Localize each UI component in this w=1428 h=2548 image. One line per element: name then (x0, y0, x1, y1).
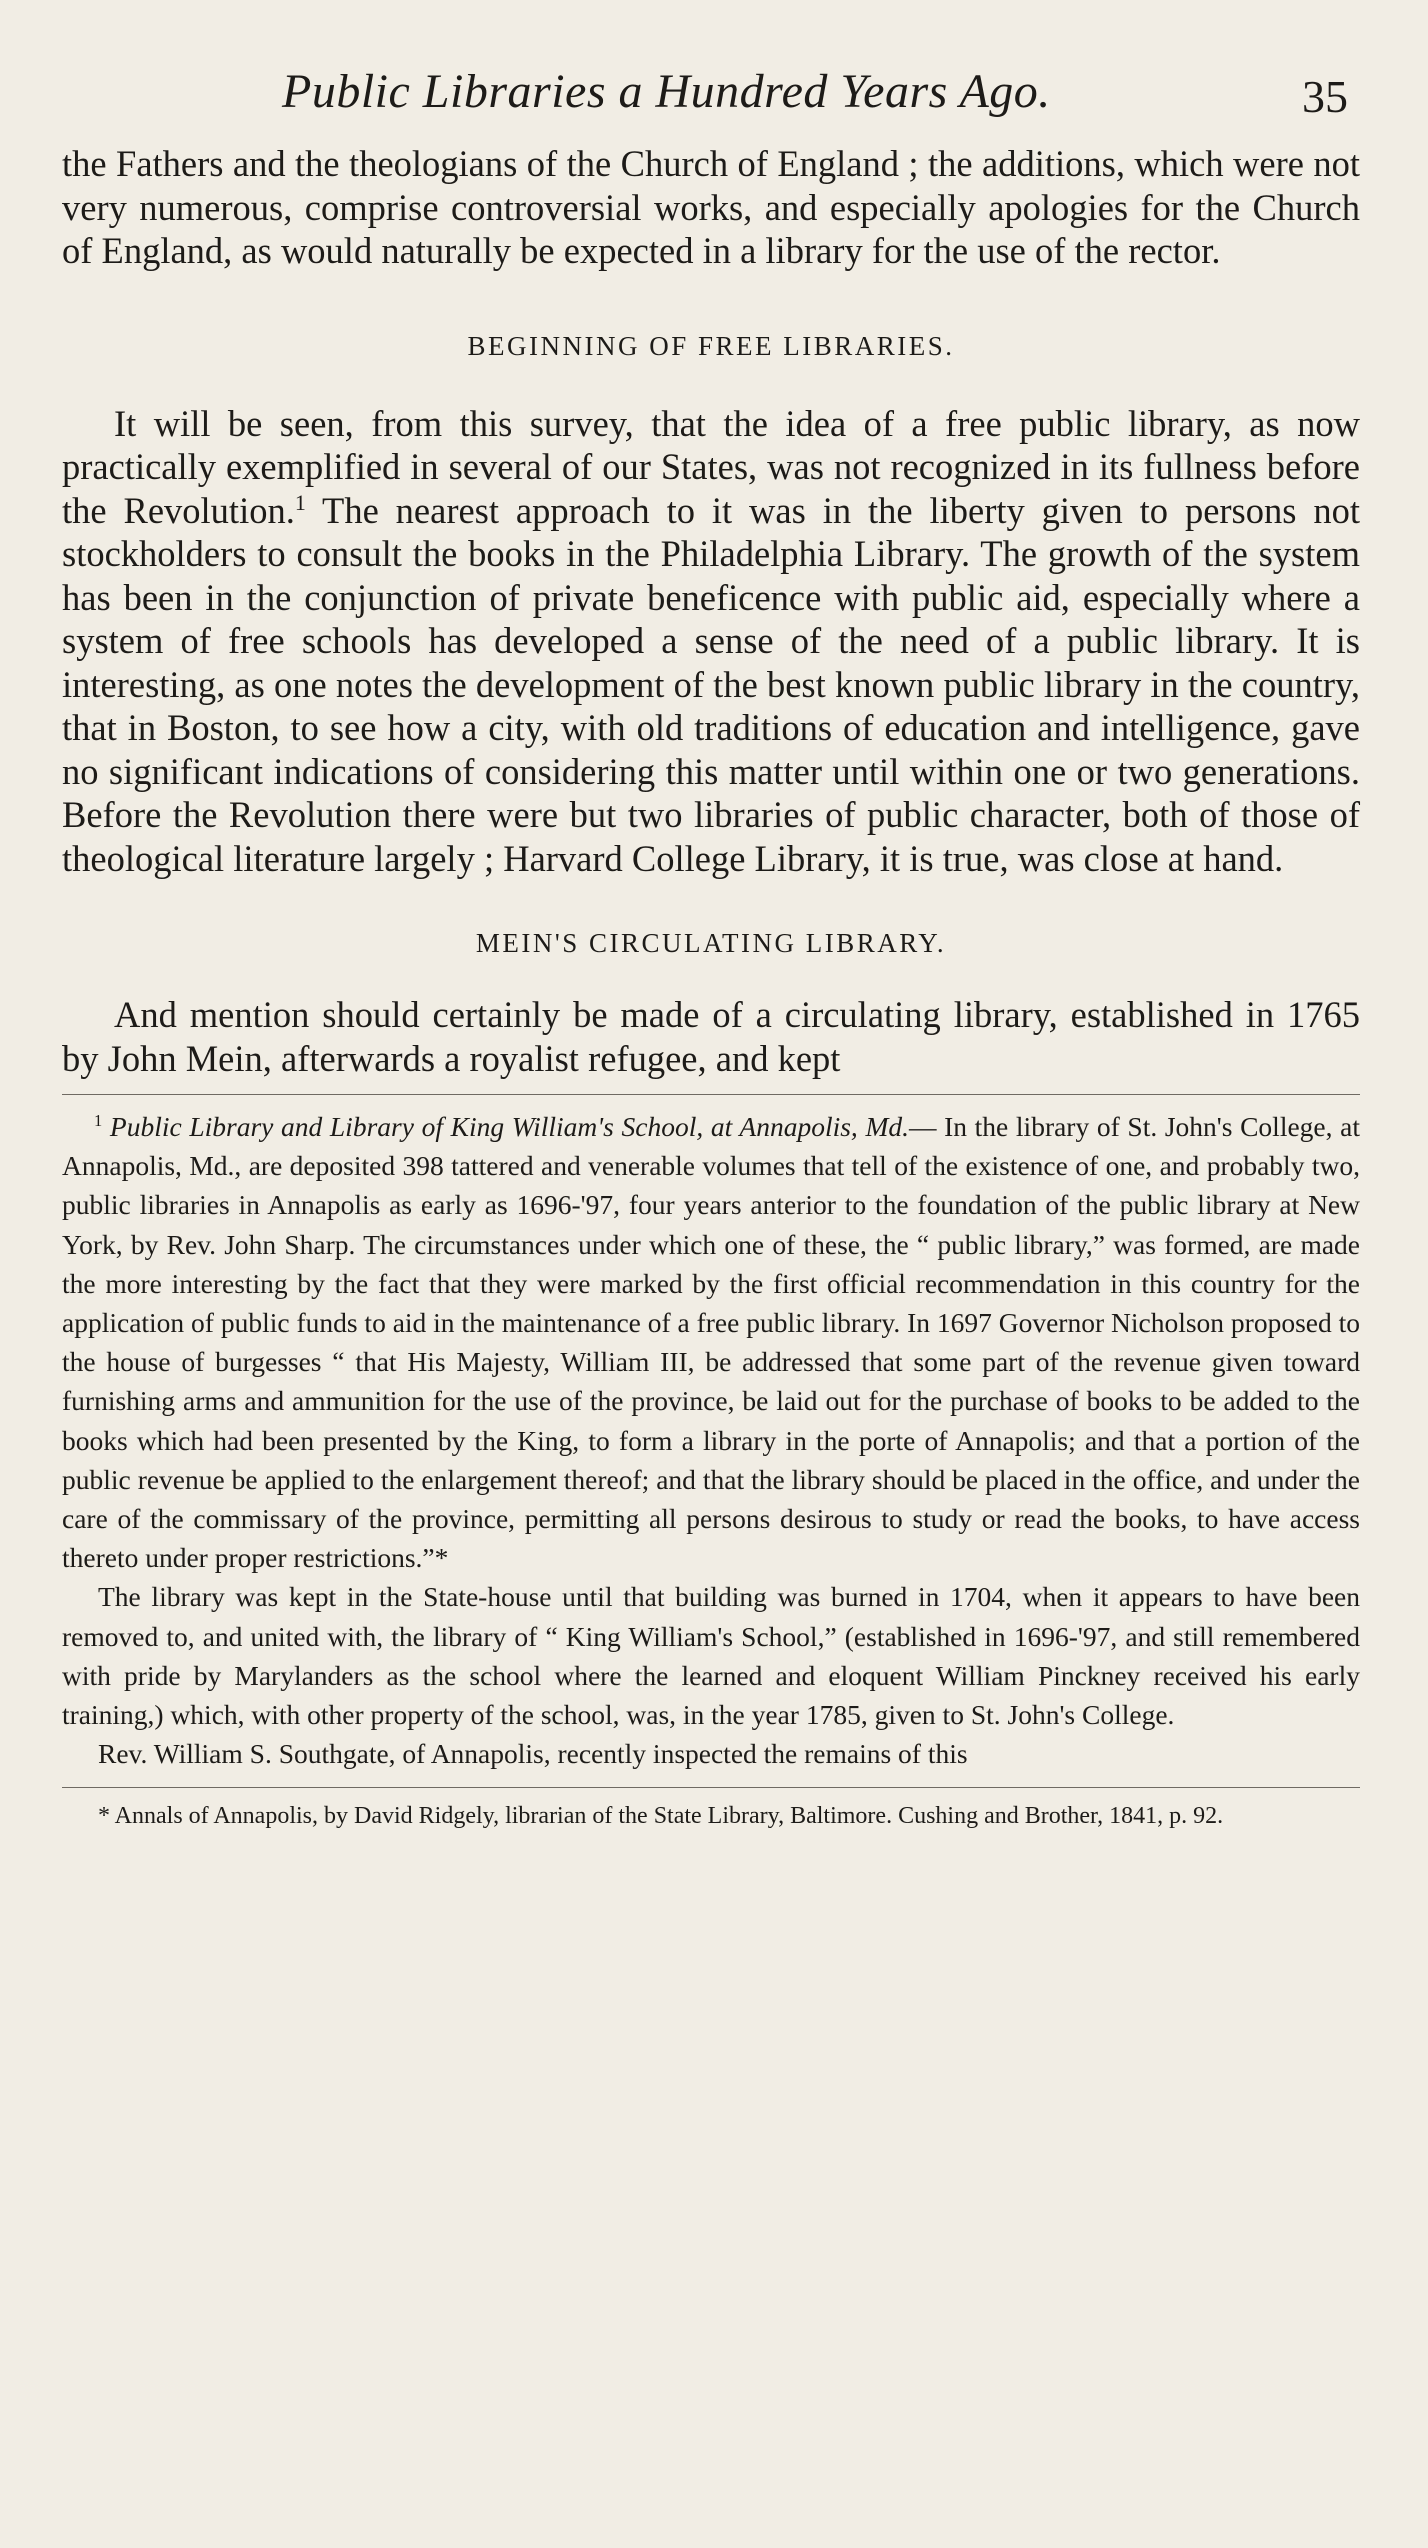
footnote-block (62, 1107, 1360, 1773)
star-footnote: * Annals of Annapolis, by David Ridgely, librarian of the State Library, Baltimore. Cushing and Brother, 1841, p. 92. (98, 1803, 1224, 1830)
footnote-1 (62, 1107, 1360, 1577)
page-number: 35 (1302, 71, 1348, 122)
footnote-1-paragraph-3: Rev. William S. Southgate, of Annapolis, recently inspected the remains of this (98, 1738, 968, 1770)
footnote-1-text: — In the library of St. John's College, at Annapolis, Md., are deposited 398 tattered and venerable volumes that tell of the existence of one, and probably two, public libraries in Annapolis as early as 1696-'97, four years anterior to the foundation of the public library at New York, by Rev. John Sharp. The circumstances under which one of these, the “ public library,” was formed, are made the more interesting by the fact that they were marked by the first official recommendation in this country for the application of public funds to aid in the maintenance of a free public library. In 1697 Governor Nicholson proposed to the house of burgesses “ that His Majesty, William III, be addressed that some part of the revenue given toward furnishing arms and ammunition for the use of the province, be laid out for the purchase of books to be added to the books which had been presented by the King, to form a library in the porte of Annapolis; and that a portion of the public revenue be applied to the enlargement thereof; and that the library should be placed in the office, and under the care of the commissary of the province, permitting all persons desirous to study or read the books, to have access thereto under proper restrictions.”* (62, 1111, 1360, 1574)
running-title: Public Libraries a Hundred Years Ago. (282, 65, 1051, 118)
section-heading-circulating-library: MEIN'S CIRCULATING LIBRARY. (475, 928, 947, 958)
footnote-divider (62, 1094, 1360, 1095)
section-heading-free-libraries: BEGINNING OF FREE LIBRARIES. (467, 330, 955, 361)
free-libraries-text-a: It will be seen, from this survey, that the idea of a free public library, as now practically exemplified in several of our States, was not recognized in its fullness before the Revolution. (62, 402, 1360, 531)
footnote-1-title: Public Library and Library of King William's School, at Annapolis, Md. (109, 1111, 909, 1142)
page-header (62, 62, 1360, 142)
mein-paragraph: And mention should certainly be made of a circulating library, established in 1765 by John Mein, afterwards a royalist refugee, and kept (62, 994, 1360, 1079)
free-libraries-text-b: The nearest approach to it was in the liberty given to persons not stockholders to consult the books in the Philadelphia Library. The growth of the system has been in the conjunction of private beneficence with public aid, especially where a system of free schools has developed a sense of the need of a public library. It is interesting, as one notes the development of the best known public library in the country, that in Boston, to see how a city, with old traditions of education and intelligence, gave no significant indications of considering this matter until within one or two generations. Before the Revolution there were but two libraries of public character, both of those of theological literature largely ; Harvard College Library, it is true, was close at hand. (62, 489, 1361, 879)
footnote-1-mark: 1 (94, 1110, 103, 1130)
footnote-1-paragraph-2: The library was kept in the State-house until that building was burned in 1704, when it appears to have been removed to, and united with, the library of “ King William's School,” (established in 1696-'97, and still remembered with pride by Marylanders as the school where the learned and eloquent William Pinckney received his early training,) which, with other property of the school, was, in the year 1785, given to St. John's College. (62, 1581, 1360, 1731)
continuation-paragraph: the Fathers and the theologians of the Church of England ; the additions, which were not very numerous, comprise controversial works, and especially apologies for the Church of England, as would naturally be expected in a library for the use of the rector. (62, 143, 1360, 271)
star-footnote-divider (62, 1787, 1360, 1788)
footnote-reference: 1 (294, 489, 306, 515)
free-libraries-paragraph (62, 402, 1360, 881)
